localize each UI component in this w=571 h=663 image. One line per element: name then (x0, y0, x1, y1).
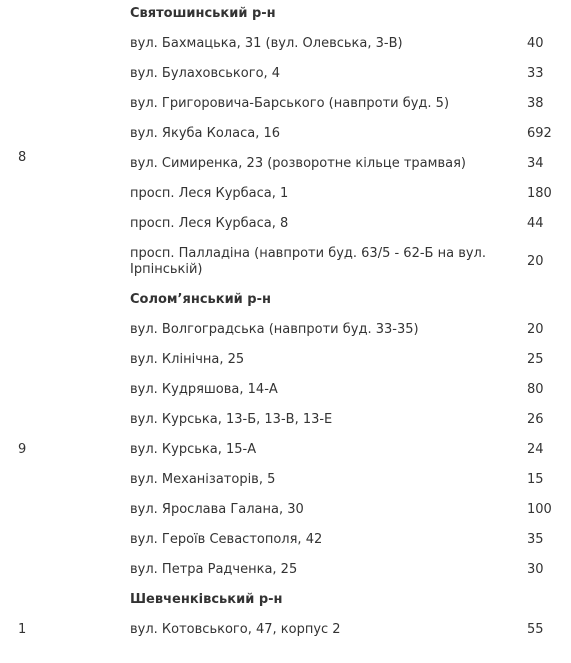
count-cell: 80 (527, 382, 544, 397)
district-heading: Шевченківський р-н (130, 592, 283, 607)
count-cell: 55 (527, 622, 544, 637)
count-cell: 692 (527, 126, 552, 141)
count-cell: 24 (527, 442, 544, 457)
count-cell: 40 (527, 36, 544, 51)
address-cell: вул. Курська, 13-Б, 13-В, 13-Е (130, 412, 333, 427)
address-cell: вул. Курська, 15-А (130, 442, 257, 457)
count-cell: 180 (527, 186, 552, 201)
count-cell: 35 (527, 532, 544, 547)
address-cell: просп. Палладіна (навпроти буд. 63/5 - 62-Б на вул. Ірпінській) (130, 246, 486, 277)
address-cell: вул. Симиренка, 23 (розворотне кільце трамвая) (130, 156, 466, 171)
district-heading: Святошинський р-н (130, 6, 276, 21)
section-number: 1 (18, 622, 27, 637)
address-cell: вул. Григоровича-Барського (навпроти буд. 5) (130, 96, 450, 111)
address-cell: просп. Леся Курбаса, 1 (130, 186, 289, 201)
count-cell: 30 (527, 562, 544, 577)
address-cell: вул. Петра Радченка, 25 (130, 562, 298, 577)
address-cell: вул. Кудряшова, 14-А (130, 382, 278, 397)
count-cell: 15 (527, 472, 544, 487)
address-cell: вул. Героїв Севастополя, 42 (130, 532, 323, 547)
count-cell: 33 (527, 66, 544, 81)
section-number: 9 (18, 442, 27, 457)
count-cell: 25 (527, 352, 544, 367)
section-number: 8 (18, 150, 27, 165)
address-cell: вул. Ярослава Галана, 30 (130, 502, 304, 517)
address-cell: вул. Булаховського, 4 (130, 66, 281, 81)
district-heading: Солом’янський р-н (130, 292, 271, 307)
count-cell: 26 (527, 412, 544, 427)
count-cell: 38 (527, 96, 544, 111)
address-cell: вул. Волгоградська (навпроти буд. 33-35) (130, 322, 419, 337)
address-cell: вул. Котовського, 47, корпус 2 (130, 622, 341, 637)
address-cell: просп. Леся Курбаса, 8 (130, 216, 289, 231)
address-cell: вул. Клінічна, 25 (130, 352, 245, 367)
address-cell: вул. Якуба Коласа, 16 (130, 126, 281, 141)
count-cell: 20 (527, 254, 544, 269)
address-cell: вул. Механізаторів, 5 (130, 472, 276, 487)
count-cell: 44 (527, 216, 544, 231)
count-cell: 100 (527, 502, 552, 517)
count-cell: 34 (527, 156, 544, 171)
count-cell: 20 (527, 322, 544, 337)
address-cell: вул. Бахмацька, 31 (вул. Олевська, 3-В) (130, 36, 403, 51)
